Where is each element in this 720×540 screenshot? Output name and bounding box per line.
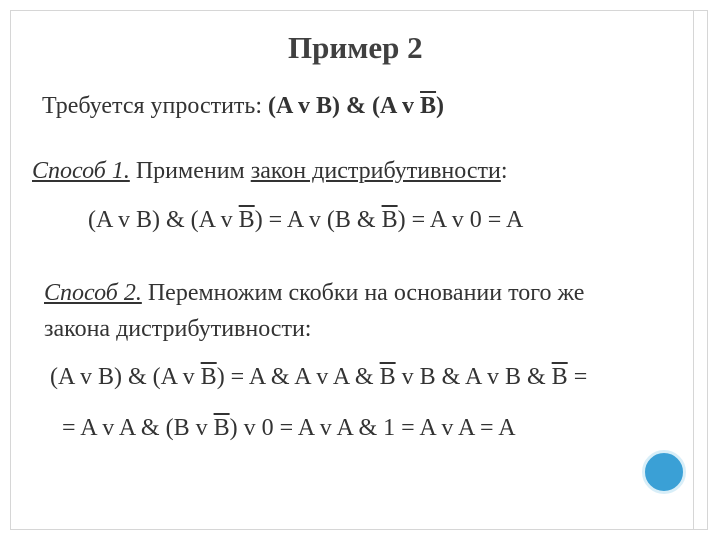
task-statement [42, 93, 444, 120]
negated-b: $\overline{B}$ [551, 364, 568, 390]
negated-b: $\overline{B}$ [200, 364, 217, 390]
equation-part: (A v B) & (A v [50, 364, 201, 390]
method2-text-line2: закона дистрибутивности: [44, 316, 312, 342]
equation-part: ) = A v (B & [254, 207, 382, 233]
negated-b: $\overline{B}$ [381, 207, 398, 233]
method1-heading [32, 158, 508, 185]
equation-part: v B & A v B & [395, 364, 552, 390]
task-text: Требуется упростить: [42, 93, 263, 119]
method2-heading [44, 280, 584, 307]
equation-part: = [567, 364, 588, 390]
slide-title: Пример 2 [288, 30, 423, 65]
frame-divider-line [693, 10, 694, 530]
task-expr-part: ) [436, 93, 445, 119]
method2-equation-2 [62, 415, 516, 442]
negated-b: $\overline{B}$ [213, 415, 230, 441]
negated-b: $\overline{B}$ [420, 93, 437, 119]
method1-label: Способ 1. [32, 158, 130, 184]
method1-text-post: : [500, 158, 508, 184]
equation-part: ) v 0 = A v A & 1 = A v A = A [229, 415, 516, 441]
decorative-circle [642, 450, 686, 494]
equation-part: ) = A & A v A & [216, 364, 380, 390]
method2-equation-1 [50, 364, 587, 391]
equation-part: ) = A v 0 = A [397, 207, 524, 233]
equation-part: = A v A & (B v [62, 415, 214, 441]
negated-b: $\overline{B}$ [238, 207, 255, 233]
method2-text-line1: Перемножим скобки на основании того же [141, 280, 585, 306]
task-expr-part: (A v B) & (A v [268, 93, 421, 119]
method1-equation [88, 207, 523, 234]
task-expression [268, 93, 444, 119]
method2-label: Способ 2. [44, 280, 142, 306]
negated-b: $\overline{B}$ [379, 364, 396, 390]
slide-frame [10, 10, 708, 530]
method1-text-pre: Применим [129, 158, 251, 184]
equation-part: (A v B) & (A v [88, 207, 239, 233]
distributive-law-link[interactable]: закон дистрибутивности [250, 158, 501, 184]
